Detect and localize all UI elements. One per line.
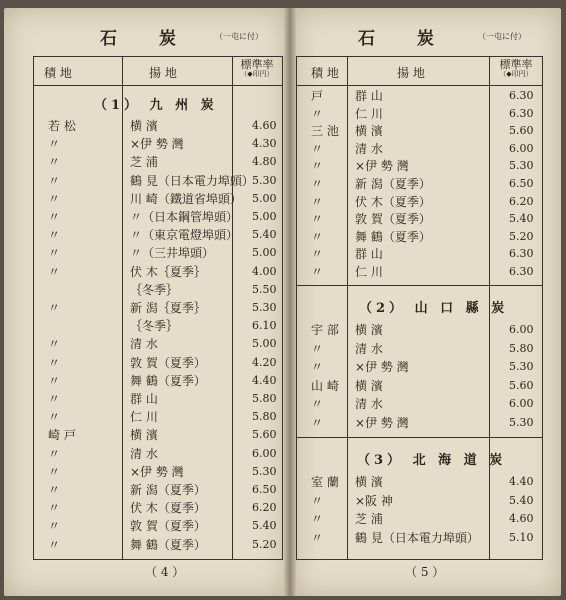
cell-rate: 5.40 — [252, 519, 277, 533]
cell-rate: 6.30 — [509, 106, 534, 120]
cell-rate: 5.00 — [252, 210, 277, 223]
cell-dest: 群 山 — [130, 392, 158, 406]
cell-dest: 〃（三井埠頭） — [130, 246, 215, 261]
header-loading: 積 地 — [311, 66, 339, 80]
cell-load: 山 崎 — [311, 378, 339, 393]
cell-dest: 伏 木（夏季） — [355, 194, 431, 209]
cell-dest: 群 山 — [355, 247, 383, 262]
cell-load: 〃 — [311, 229, 324, 244]
cell-rate: 6.10 — [252, 319, 277, 333]
right-page-number: （ 5 ） — [405, 565, 445, 579]
cell-rate: 6.50 — [509, 177, 534, 190]
cell-rate: 4.40 — [252, 373, 277, 387]
cell-rate: 6.30 — [509, 89, 534, 102]
cell-rate: 4.60 — [252, 119, 277, 132]
cell-dest: 鶴 見（日本電力埠頭） — [355, 530, 479, 545]
cell-rate: 5.60 — [509, 124, 534, 138]
cell-dest: 清 水 — [355, 397, 383, 412]
header-rate: 標準率 （◆印円） — [240, 58, 274, 78]
header-unloading: 揚 地 — [397, 66, 425, 80]
cell-rate: 4.30 — [252, 137, 277, 151]
cell-rate: 5.50 — [252, 282, 277, 296]
header-rate: 標準率 （◆印円） — [499, 58, 533, 78]
left-table-header — [34, 57, 282, 86]
cell-load: 〃 — [48, 464, 61, 479]
cell-dest: 芝 浦 — [130, 155, 158, 170]
cell-rate: 5.30 — [509, 159, 534, 173]
section-hokkaido: （3） 北 海 道 炭 — [357, 453, 507, 468]
cell-dest: 敦 賀（夏季） — [130, 519, 206, 534]
cell-dest: 川 崎（鐵道省埠頭） — [130, 191, 242, 206]
cell-load: 〃 — [311, 265, 324, 279]
cell-rate: 5.40 — [509, 493, 534, 507]
column-divider — [232, 57, 233, 559]
cell-dest: 清 水 — [355, 341, 383, 356]
cell-load: 〃 — [311, 247, 324, 262]
cell-dest: ×阪 神 — [355, 493, 393, 508]
cell-dest: 敦 賀（夏季） — [355, 212, 431, 227]
cell-rate: 6.30 — [509, 247, 534, 261]
cell-dest: 横 濱 — [355, 124, 383, 139]
cell-rate: 5.60 — [509, 378, 534, 392]
cell-load: 〃 — [311, 106, 324, 121]
cell-dest: ×伊 勢 灣 — [355, 416, 409, 430]
cell-load: 〃 — [48, 355, 61, 370]
cell-dest: 舞 鶴（夏季） — [355, 229, 431, 244]
book-gutter — [284, 8, 296, 596]
cell-load: 〃 — [48, 301, 61, 315]
cell-dest: ｛冬季｝ — [130, 282, 179, 297]
cell-load: 〃 — [48, 228, 61, 243]
cell-dest: 横 濱 — [355, 475, 383, 489]
cell-load: 〃 — [48, 501, 61, 516]
cell-load: 〃 — [311, 493, 324, 508]
cell-rate: 6.20 — [252, 501, 277, 515]
cell-dest: 鶴 見（日本電力埠頭） — [130, 173, 254, 188]
cell-dest: 横 濱 — [130, 428, 158, 443]
cell-load: 〃 — [48, 537, 61, 552]
left-coal-rate-table — [33, 56, 283, 560]
cell-rate: 4.80 — [252, 155, 277, 169]
cell-load: 〃 — [48, 373, 61, 388]
cell-load: 戸 — [311, 89, 324, 103]
right-page-title: 石 炭 — [358, 29, 452, 49]
cell-rate: 5.20 — [509, 229, 534, 243]
left-page-note: （一屯に付） — [215, 32, 263, 41]
cell-dest: 伏 木（夏季） — [130, 501, 206, 516]
right-coal-rate-table — [296, 56, 543, 560]
cell-dest: 新 潟｛夏季｝ — [130, 301, 206, 315]
cell-dest: 仁 川 — [355, 106, 383, 121]
cell-load: 〃 — [48, 410, 61, 425]
cell-rate: 5.30 — [252, 173, 277, 187]
cell-load: 〃 — [48, 337, 61, 352]
cell-rate: 5.10 — [509, 530, 534, 544]
section-kyushu: （1） 九 州 炭 — [94, 98, 218, 113]
cell-dest: ×伊 勢 灣 — [130, 464, 184, 479]
cell-rate: 5.20 — [252, 537, 277, 551]
section-yamaguchi: （2） 山 口 縣 炭 — [359, 301, 509, 316]
cell-dest: 伏 木｛夏季｝ — [130, 264, 206, 279]
cell-load: 〃 — [48, 483, 61, 497]
cell-dest: 〃（東京電燈埠頭） — [130, 228, 239, 243]
cell-dest: 仁 川 — [130, 410, 158, 425]
cell-load: 〃 — [311, 177, 324, 191]
cell-dest: 仁 川 — [355, 265, 383, 279]
cell-load: 〃 — [311, 212, 324, 227]
cell-dest: 横 濱 — [130, 119, 158, 133]
cell-dest: 新 潟（夏季） — [130, 483, 206, 497]
cell-load: 〃 — [48, 210, 61, 224]
cell-dest: 敦 賀（夏季） — [130, 355, 206, 370]
cell-dest: 清 水 — [130, 446, 158, 461]
cell-dest: ×伊 勢 灣 — [355, 360, 409, 375]
cell-rate: 5.80 — [509, 341, 534, 355]
cell-rate: 4.60 — [509, 512, 534, 526]
cell-dest: 新 潟（夏季） — [355, 177, 431, 191]
cell-rate: 6.00 — [509, 397, 534, 411]
cell-rate: 5.80 — [252, 392, 277, 405]
cell-load: 三 池 — [311, 124, 339, 139]
cell-rate: 5.40 — [509, 212, 534, 226]
cell-load: 〃 — [311, 341, 324, 356]
cell-dest: ｛冬季｝ — [130, 319, 179, 334]
cell-dest: 舞 鶴（夏季） — [130, 537, 206, 552]
cell-load: 〃 — [311, 416, 324, 430]
cell-rate: 6.00 — [509, 141, 534, 155]
cell-load: 〃 — [311, 141, 324, 156]
cell-load: 〃 — [311, 397, 324, 412]
cell-load: 室 蘭 — [311, 475, 339, 489]
cell-load: 崎 戸 — [48, 428, 76, 443]
cell-load: 〃 — [311, 159, 324, 174]
cell-load: 〃 — [48, 173, 61, 188]
cell-load: 〃 — [311, 530, 324, 545]
header-unloading: 揚 地 — [149, 66, 177, 80]
left-page-title: 石 炭 — [100, 29, 194, 49]
cell-dest: 清 水 — [355, 141, 383, 156]
cell-rate: 5.30 — [252, 464, 277, 478]
cell-rate: 5.30 — [509, 416, 534, 429]
cell-rate: 5.40 — [252, 228, 277, 242]
cell-dest: 清 水 — [130, 337, 158, 352]
cell-load: 〃 — [48, 446, 61, 461]
cell-rate: 5.80 — [252, 410, 277, 424]
cell-rate: 5.00 — [252, 246, 277, 260]
right-table-header — [297, 57, 542, 86]
cell-rate: 6.00 — [509, 323, 534, 336]
cell-load: 〃 — [48, 155, 61, 170]
cell-rate: 6.00 — [252, 446, 277, 460]
cell-load: 〃 — [48, 392, 61, 406]
cell-rate: 5.60 — [252, 428, 277, 442]
cell-load: 〃 — [48, 519, 61, 534]
column-divider — [122, 57, 123, 559]
cell-rate: 4.20 — [252, 355, 277, 369]
cell-dest: 横 濱 — [355, 323, 383, 337]
column-divider — [347, 57, 348, 559]
cell-dest: 横 濱 — [355, 378, 383, 393]
cell-load: 若 松 — [48, 119, 76, 133]
cell-dest: 群 山 — [355, 89, 383, 103]
section-rule — [297, 285, 542, 286]
cell-load: 〃 — [48, 191, 61, 206]
cell-load: 〃 — [311, 360, 324, 375]
cell-rate: 4.00 — [252, 264, 277, 278]
cell-load: 〃 — [311, 512, 324, 527]
cell-dest: 芝 浦 — [355, 512, 383, 527]
left-page-number: （ 4 ） — [145, 565, 185, 579]
cell-load: 〃 — [48, 246, 61, 261]
cell-dest: 舞 鶴（夏季） — [130, 373, 206, 388]
cell-load: 宇 部 — [311, 323, 339, 337]
cell-dest: 〃（日本鋼管埠頭） — [130, 210, 239, 224]
cell-load: 〃 — [48, 264, 61, 279]
cell-rate: 6.20 — [509, 194, 534, 208]
cell-dest: ×伊 勢 灣 — [355, 159, 409, 174]
cell-rate: 4.40 — [509, 475, 534, 488]
right-page-note: （一屯に付） — [478, 32, 526, 41]
cell-rate: 6.30 — [509, 265, 534, 278]
section-rule — [297, 437, 542, 438]
cell-rate: 6.50 — [252, 483, 277, 496]
cell-load: 〃 — [48, 137, 61, 152]
header-loading: 積 地 — [44, 66, 72, 80]
cell-rate: 5.00 — [252, 191, 277, 205]
cell-rate: 5.30 — [252, 301, 277, 314]
cell-rate: 5.00 — [252, 337, 277, 351]
cell-rate: 5.30 — [509, 360, 534, 374]
cell-load: 〃 — [311, 194, 324, 209]
cell-dest: ×伊 勢 灣 — [130, 137, 184, 152]
